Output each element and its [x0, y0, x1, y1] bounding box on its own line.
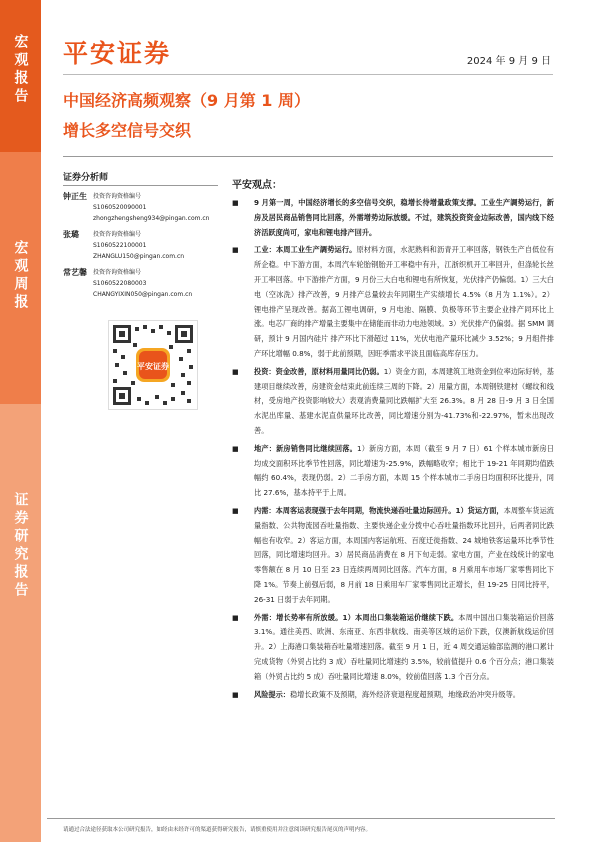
views-section — [232, 176, 554, 705]
view-body: 本周中国出口集装箱运价回落 3.1%。通往美西、欧洲、东南亚、东西非航线、南美等区域的运价下跌，仅澳新航线运价回升。2）上海港口集装箱吞吐量增速回落。截至 9 月 1 日，近 4 周交通运输部监测的港口累计完成货物（外贸占比约 3 成）吞吐量同比增速约 3.5%，较前值提升 0.6 个百分点；港口集装箱（外贸占比约 5 成）吞吐量同比增速 8.0%，较前值回落 1.3 个百分点。 — [254, 612, 554, 681]
view-investment — [232, 365, 554, 439]
footer-divider — [47, 818, 555, 819]
view-body: 稳增长政策不及预期，海外经济衰退程度超预期，地缘政治冲突升级等。 — [289, 689, 520, 699]
analyst-name: 钟正生 — [63, 192, 87, 201]
view-lead: 内需：本周客运表现强于去年同期，物流快递吞吐量边际回升。1）货运方面， — [254, 505, 504, 515]
analyst-qualification: 投资咨询资格编号 — [93, 193, 142, 200]
report-subtitle: 增长多空信号交织 — [63, 121, 192, 140]
bullet-square-icon: ■ — [232, 690, 239, 699]
view-lead: 投资：资金改善，原材料用量同比仍弱。 — [254, 366, 384, 376]
view-lead: 地产：新房销售同比继续回落。 — [254, 443, 357, 453]
view-risk-warning — [232, 688, 554, 703]
analyst-name: 张璐 — [63, 230, 79, 239]
analyst-code: S1060520090001 — [93, 204, 147, 211]
view-body: 本周整车货运流量指数、公共物流园吞吐量指数、主要快递企业分拨中心吞吐量指数环比回升，后两者同比跌幅也有收窄。2）客运方面，本周国内客运航班、百度迁徙指数、24 城地铁客运量环比季节性回落，同比增速均回升。3）居民商品消费在 8 月下旬走弱。家电方面，产业在线统计的家电零售额在 8 月 10 日至 23 日连续两周同比回落。汽车方面，8 月乘用车市场厂家零售同比下降 1%。节奏上前强后弱，8 月前 18 日乘用车厂家零售同比正增长，但 19-25 日同比持平，26-31 日弱于去年同期。 — [254, 505, 554, 604]
bullet-square-icon: ■ — [232, 506, 239, 515]
sidebar-block-weekly — [0, 152, 41, 404]
analyst-email[interactable]: CHANGYIXIN050@pingan.com.cn — [93, 291, 193, 298]
view-body: 1）新房方面，本周（截至 9 月 7 日）61 个样本城市新房日均成交面积环比季节性回落，同比增速为-25.9%，跌幅略收窄；相比于 19-21 年同期均值跌幅约 60.4%，表现仍弱。2）二手房方面，本周 15 个样本城市二手房日均面积环比提升，同比 27.6%，基本持平于上周。 — [254, 443, 554, 498]
analyst-info — [93, 191, 209, 224]
analyst-card — [63, 267, 223, 300]
title-divider — [63, 156, 553, 157]
bullet-square-icon: ■ — [232, 444, 239, 453]
company-logo: 平安证券 — [63, 39, 172, 68]
qr-label: 平安证券 — [137, 362, 169, 371]
header-divider — [63, 74, 553, 75]
analyst-email[interactable]: zhongzhengsheng934@pingan.com.cn — [93, 215, 210, 222]
analyst-info — [93, 267, 192, 300]
view-lead: 工业：本周工业生产調势运行。 — [254, 245, 357, 255]
sidebar-block-report-type — [0, 0, 41, 152]
sidebar-label-report-type: 宏观报告 — [12, 34, 29, 106]
bullet-square-icon: ■ — [232, 246, 239, 255]
analyst-qualification: 投资咨询资格编号 — [93, 269, 142, 276]
qr-code-icon[interactable] — [108, 320, 198, 410]
analyst-code: S1060522100001 — [93, 242, 147, 249]
view-body: 1）资金方面，本周建筑工地资金到位率边际好转，基建项目继续改善，房建资金结束此前连续三周的下降。2）用量方面，本周钢铁建材（螺纹和线材，受房地产投资影响较大）表观消费量同比跌幅扩大至 26.3%。8 月 28 日-9 月 3 日全国水泥出库量、基建水泥直供量环比改善，同比增速分别为-41.73%和-22.97%，暂未出现改善。 — [254, 366, 554, 435]
analyst-code: S1060522080003 — [93, 280, 147, 287]
view-domestic-demand — [232, 504, 554, 608]
view-lead: 9 月第一周，中国经济增长的多空信号交织，稳增长待增量政策支撑。工业生产調势运行，新房及居民商品销售同比回落，外需增势边际放缓。不过，建筑投资资金边际改善，国内线下经济活跃度尚可，家电和锂电排产回升。 — [254, 198, 554, 237]
view-summary — [232, 196, 554, 240]
analysts-heading: 证券分析师 — [63, 170, 218, 186]
sidebar — [0, 0, 41, 842]
analyst-qualification: 投资咨询资格编号 — [93, 231, 142, 238]
sidebar-label-research: 证券研究报告 — [12, 492, 29, 600]
view-lead: 外需：增长势率有所放缓。1）本周出口集装箱运价继续下跌。 — [254, 612, 459, 622]
analyst-column — [63, 170, 223, 371]
view-industry — [232, 243, 554, 361]
view-external-demand — [232, 611, 554, 685]
bullet-square-icon: ■ — [232, 613, 239, 622]
sidebar-block-research — [0, 404, 41, 842]
sidebar-label-weekly: 宏观周报 — [12, 240, 29, 312]
footer-disclaimer: 请通过合法途径获取本公司研究报告，如经由未经许可的渠道获得研究报告，请慎重使用并注意阅读研究报告尾页的声明内容。 — [63, 827, 372, 833]
analyst-email[interactable]: ZHANGLU150@pingan.com.cn — [93, 253, 185, 260]
bullet-square-icon: ■ — [232, 199, 239, 207]
view-body: 原材料方面，水泥熟料和沥青开工率回落，钢铁生产自低位有所企稳。中下游方面，本周汽车轮胎钢胎开工率稳中有升，江浙织机开工率回升，但涤轮长丝开工率回落。中下游排产方面，9 月份三大白电和锂电有所恢复，光伏排产仍偏弱。1）三大白电（空冰洗）排产改善，9 月排产总量较去年同期生产实绩增长 4.5%（8 月为 1.1%）。2）锂电排产呈现改善。据高工锂电调研，9 月电池、隔膜、负极等环节主要企业排产同环比上涨。电芯厂商的排产增量主要集中在储能而非动力电池领域。3）光伏排产仍偏弱。据 SMM 调研，预计 9 月国内硅片 排产环比下滑超过 11%，光伏电池产量环比减少 3.52%；9 月组件排产环比增幅 0.8%，弱于此前预期，因旺季需求平淡且面临高库存压力。 — [254, 245, 554, 358]
report-title: 中国经济高频观察（9 月第 1 周） — [63, 91, 310, 110]
view-lead: 风险提示： — [254, 689, 290, 699]
analyst-card — [63, 191, 223, 224]
view-real-estate — [232, 442, 554, 501]
report-date: 2024 年 9 月 9 日 — [466, 56, 551, 67]
views-heading: 平安观点： — [232, 180, 282, 191]
analyst-info — [93, 229, 184, 262]
analyst-card — [63, 229, 223, 262]
analyst-name: 常艺馨 — [63, 268, 87, 277]
bullet-square-icon: ■ — [232, 367, 239, 376]
